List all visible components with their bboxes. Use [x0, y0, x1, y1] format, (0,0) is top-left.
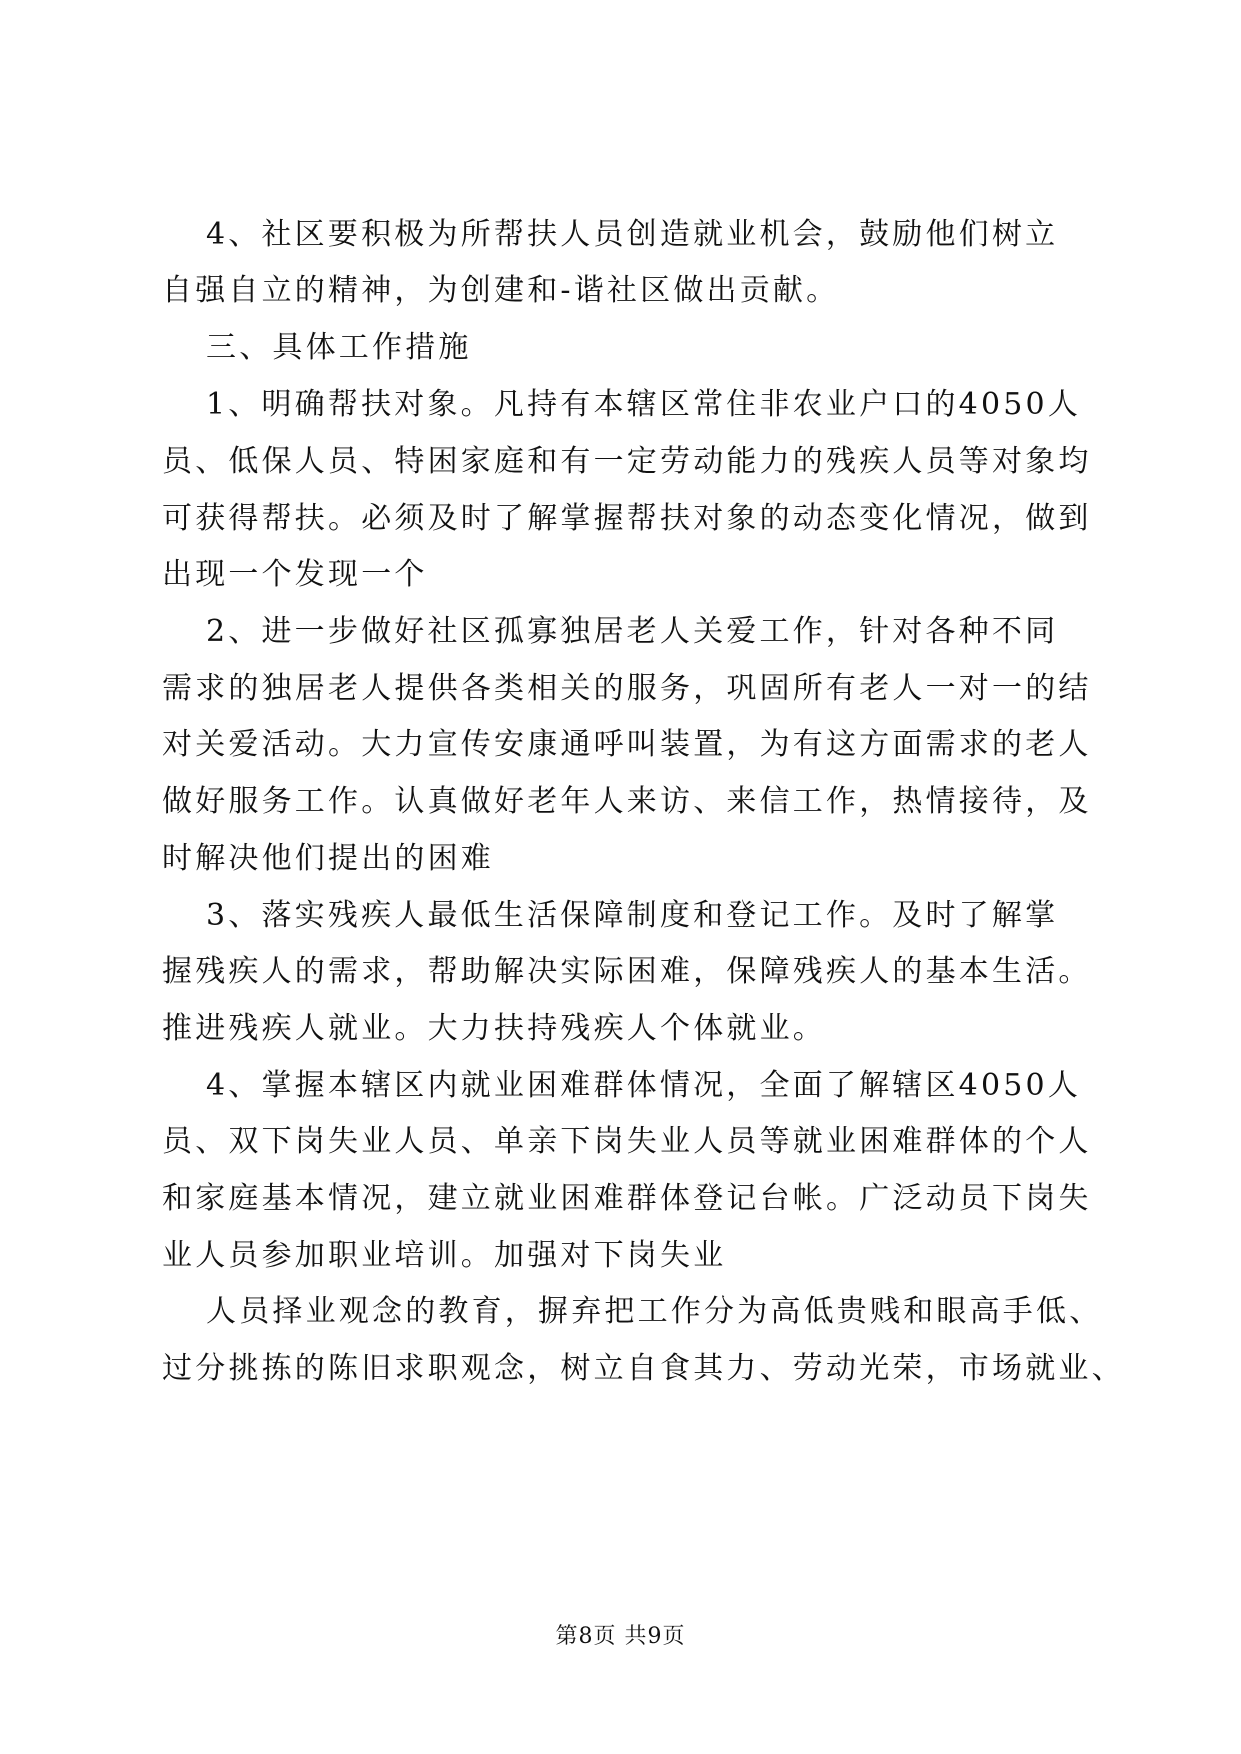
- section-heading: 三、具体工作措施: [206, 330, 472, 365]
- paragraph-line: 做好服务工作。认真做好老年人来访、来信工作，热情接待，及: [162, 784, 1092, 819]
- paragraph-line: 2、进一步做好社区孤寡独居老人关爱工作，针对各种不同: [206, 614, 1059, 649]
- paragraph-line: 需求的独居老人提供各类相关的服务，巩固所有老人一对一的结: [162, 671, 1092, 706]
- paragraph-line: 业人员参加职业培训。加强对下岗失业: [162, 1238, 727, 1273]
- paragraph-line: 过分挑拣的陈旧求职观念，树立自食其力、劳动光荣，市场就业、: [162, 1351, 1125, 1386]
- paragraph-line: 4、掌握本辖区内就业困难群体情况，全面了解辖区4050人: [206, 1068, 1082, 1103]
- paragraph-line: 推进残疾人就业。大力扶持残疾人个体就业。: [162, 1011, 826, 1046]
- paragraph-line: 对关爱活动。大力宣传安康通呼叫装置，为有这方面需求的老人: [162, 727, 1092, 762]
- page-number-footer: 第8页 共9页: [555, 1624, 686, 1649]
- paragraph-line: 人员择业观念的教育，摒弃把工作分为高低贵贱和眼高手低、: [206, 1294, 1103, 1329]
- paragraph-line: 员、双下岗失业人员、单亲下岗失业人员等就业困难群体的个人: [162, 1124, 1092, 1159]
- paragraph-line: 时解决他们提出的困难: [162, 841, 494, 876]
- paragraph-line: 1、明确帮扶对象。凡持有本辖区常住非农业户口的4050人: [206, 387, 1082, 422]
- paragraph-line: 自强自立的精神，为创建和-谐社区做出贡献。: [162, 273, 840, 308]
- paragraph-line: 3、落实残疾人最低生活保障制度和登记工作。及时了解掌: [206, 898, 1059, 933]
- paragraph-line: 可获得帮扶。必须及时了解掌握帮扶对象的动态变化情况，做到: [162, 501, 1092, 536]
- paragraph-line: 4、社区要积极为所帮扶人员创造就业机会，鼓励他们树立: [206, 217, 1059, 252]
- paragraph-line: 员、低保人员、特困家庭和有一定劳动能力的残疾人员等对象均: [162, 444, 1092, 479]
- paragraph-line: 和家庭基本情况，建立就业困难群体登记台帐。广泛动员下岗失: [162, 1181, 1092, 1216]
- paragraph-line: 出现一个发现一个: [162, 557, 428, 592]
- paragraph-line: 握残疾人的需求，帮助解决实际困难，保障残疾人的基本生活。: [162, 954, 1092, 989]
